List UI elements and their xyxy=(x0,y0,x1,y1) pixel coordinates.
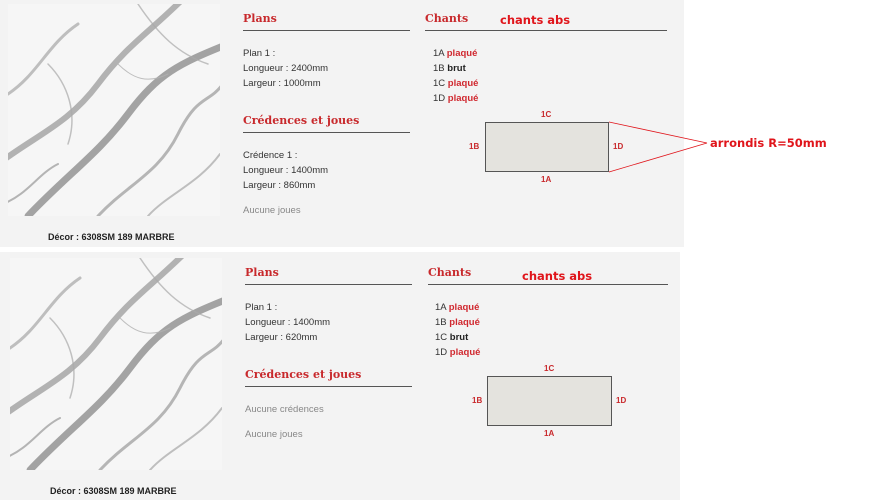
edge-label-right: 1D xyxy=(616,396,627,405)
decor-swatch-image xyxy=(10,258,222,470)
annotation-arrondis: arrondis R=50mm xyxy=(710,136,827,150)
plans-divider xyxy=(245,284,412,285)
plan-name: Plan 1 : xyxy=(243,48,276,59)
chant-row-1b: 1B plaqué xyxy=(435,317,480,328)
chants-title: Chants xyxy=(428,266,472,279)
annotation-chants-abs: chants abs xyxy=(522,269,593,283)
edge-label-left: 1B xyxy=(469,142,480,151)
chant-row-1d: 1D plaqué xyxy=(433,93,479,104)
credence-name: Crédence 1 : xyxy=(243,150,298,161)
credences-title: Crédences et joues xyxy=(245,368,362,381)
edge-label-right: 1D xyxy=(613,142,624,151)
credence-width: Largeur : 860mm xyxy=(243,180,316,191)
plan-length: Longueur : 1400mm xyxy=(245,317,331,328)
plans-title: Plans xyxy=(243,12,277,25)
edge-label-bottom: 1A xyxy=(544,429,555,438)
credence-length: Longueur : 1400mm xyxy=(243,165,329,176)
plan-name: Plan 1 : xyxy=(245,302,278,313)
chant-row-1c: 1C brut xyxy=(435,332,469,343)
credences-divider xyxy=(245,386,412,387)
chants-title: Chants xyxy=(425,12,469,25)
plan-width: Largeur : 620mm xyxy=(245,332,318,343)
chant-row-1b: 1B brut xyxy=(433,63,466,74)
panel-diagram xyxy=(487,376,612,426)
edge-label-left: 1B xyxy=(472,396,483,405)
chant-row-1c: 1C plaqué xyxy=(433,78,479,89)
edge-label-top: 1C xyxy=(544,364,555,373)
annotation-chants-abs: chants abs xyxy=(500,13,571,27)
chant-row-1d: 1D plaqué xyxy=(435,347,481,358)
edge-label-bottom: 1A xyxy=(541,175,552,184)
credences-title: Crédences et joues xyxy=(243,114,360,127)
joues-empty: Aucune joues xyxy=(243,205,301,216)
chants-divider xyxy=(428,284,668,285)
decor-label: Décor : 6308SM 189 MARBRE xyxy=(48,232,175,242)
joues-empty: Aucune joues xyxy=(245,429,303,440)
decor-label: Décor : 6308SM 189 MARBRE xyxy=(50,486,177,496)
chant-row-1a: 1A plaqué xyxy=(433,48,478,59)
credences-empty: Aucune crédences xyxy=(245,404,324,415)
plans-title: Plans xyxy=(245,266,279,279)
edge-label-top: 1C xyxy=(541,110,552,119)
chant-row-1a: 1A plaqué xyxy=(435,302,480,313)
plan-length: Longueur : 2400mm xyxy=(243,63,329,74)
plan-width: Largeur : 1000mm xyxy=(243,78,321,89)
